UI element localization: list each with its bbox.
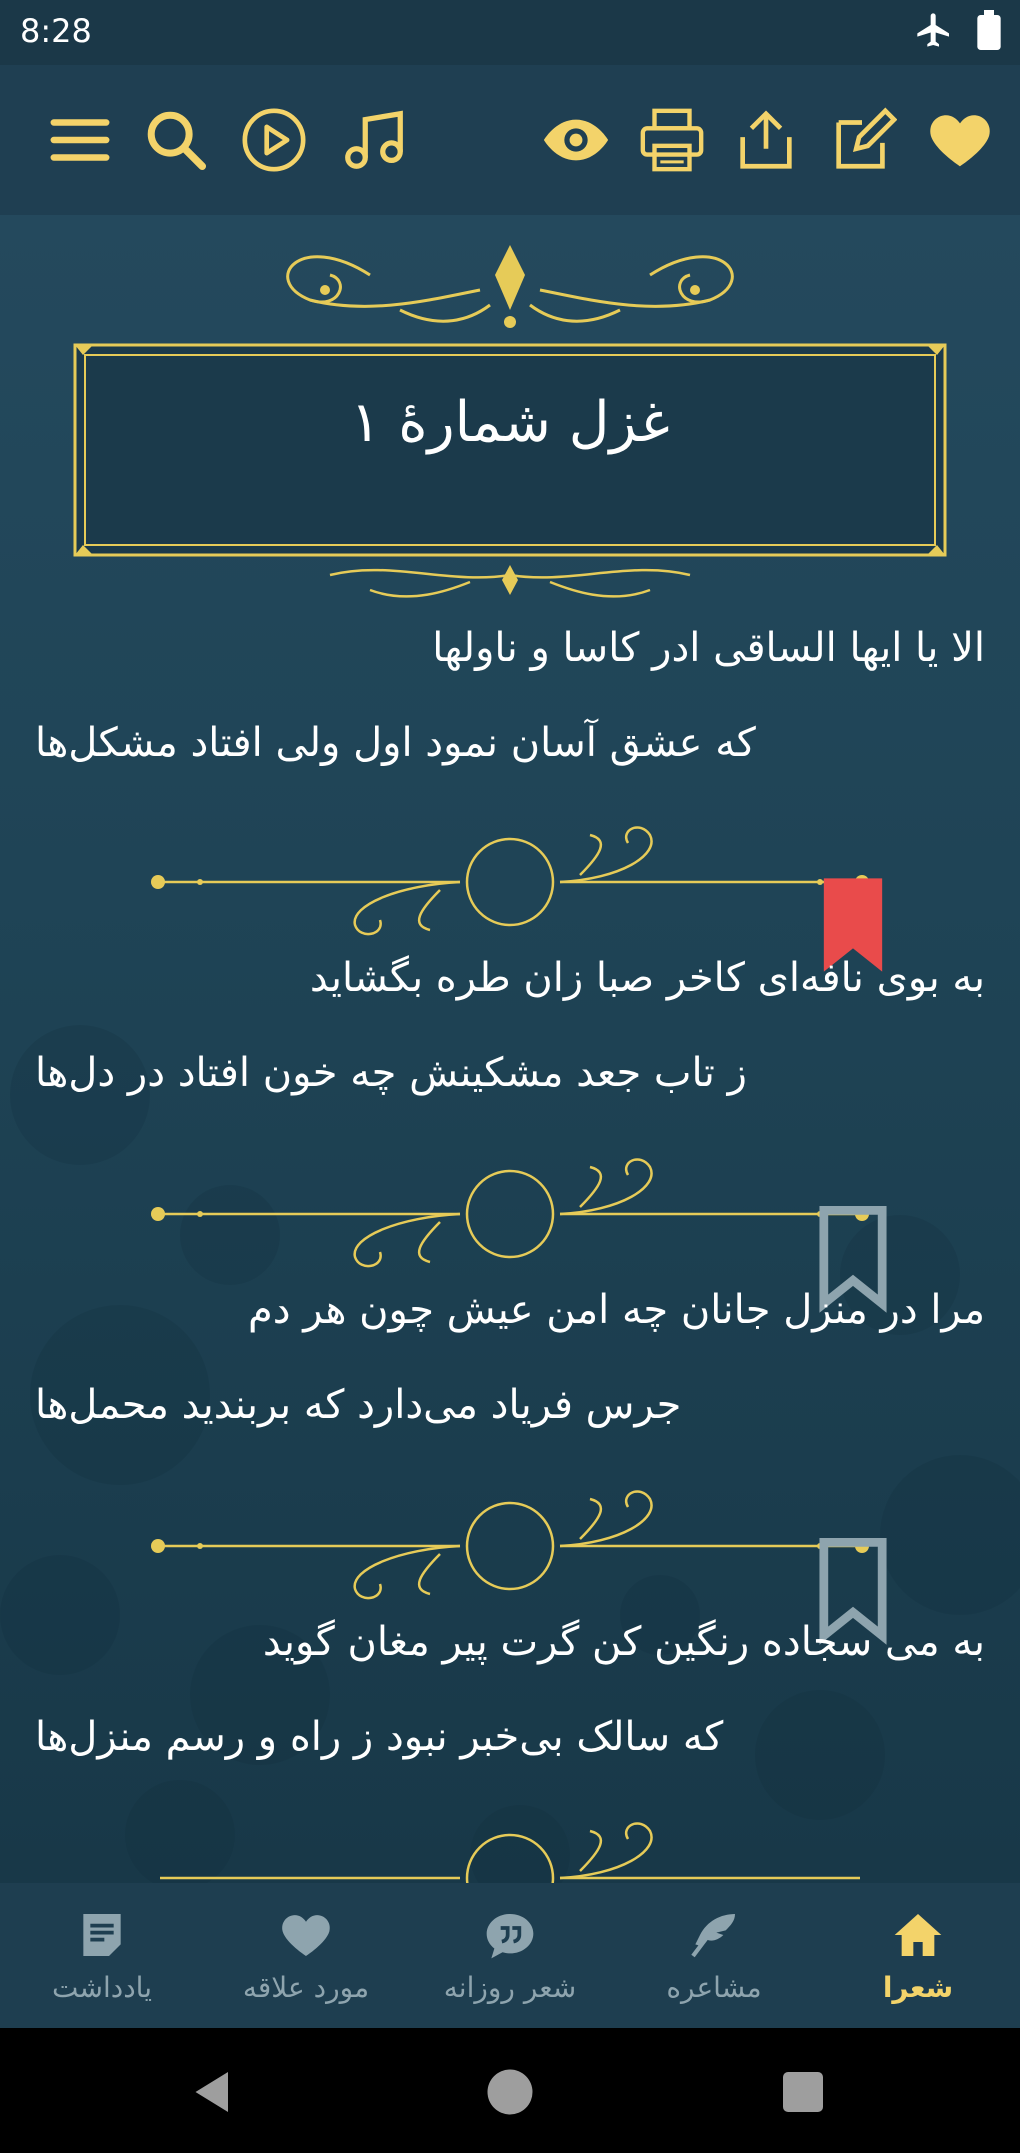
- bookmark-button-2[interactable]: [483, 1187, 537, 1241]
- status-time: 8:28: [20, 12, 92, 50]
- share-button[interactable]: [728, 102, 804, 178]
- search-icon: [141, 105, 211, 175]
- back-triangle-icon: [183, 2062, 243, 2122]
- nav-favorites[interactable]: [204, 1883, 408, 2028]
- nav-favorites-label: مورد علاقه: [242, 1971, 370, 2004]
- toolbar: [0, 65, 1020, 215]
- battery-icon: [976, 10, 1002, 50]
- play-button[interactable]: [236, 102, 312, 178]
- recents-button[interactable]: [773, 2062, 833, 2122]
- feather-icon: [686, 1907, 742, 1963]
- bottom-navigation: [0, 1883, 1020, 2028]
- back-button[interactable]: [183, 2062, 243, 2122]
- nav-daily-poem[interactable]: [408, 1883, 612, 2028]
- home-button[interactable]: [480, 2062, 540, 2122]
- menu-button[interactable]: [42, 102, 118, 178]
- bookmark-button-1[interactable]: [483, 855, 537, 909]
- nav-daily-poem-label: شعر روزانه: [443, 1971, 577, 2004]
- verse-4-first-line[interactable]: به می سجاده رنگین کن گرت پیر مغان گوید: [262, 1619, 985, 1665]
- verse-divider-4: [140, 1811, 880, 1883]
- heart-icon: [925, 105, 995, 175]
- quote-bubble-icon: [482, 1907, 538, 1963]
- print-icon: [637, 105, 707, 175]
- eye-icon: [541, 105, 611, 175]
- verse-4-second-line[interactable]: که سالک بی‌خبر نبود ز راه و رسم منزل‌ها: [35, 1714, 724, 1760]
- verse-divider-2: [140, 1147, 880, 1287]
- view-button[interactable]: [538, 102, 614, 178]
- nav-mushaere-label: مشاعره: [666, 1971, 762, 2004]
- nav-notes[interactable]: [0, 1883, 204, 2028]
- bookmark-button-3[interactable]: [483, 1519, 537, 1573]
- nav-mushaere[interactable]: [612, 1883, 816, 2028]
- note-icon: [74, 1907, 130, 1963]
- system-navigation-bar: [0, 2028, 1020, 2153]
- nav-poets[interactable]: [816, 1883, 1020, 2028]
- music-note-icon: [339, 105, 409, 175]
- menu-icon: [45, 105, 115, 175]
- play-icon: [239, 105, 309, 175]
- share-icon: [731, 105, 801, 175]
- home-circle-icon: [480, 2062, 540, 2122]
- verse-1-first-line[interactable]: الا یا ایها الساقی ادر کاسا و ناولها: [432, 625, 985, 671]
- search-button[interactable]: [138, 102, 214, 178]
- verse-3-first-line[interactable]: مرا در منزل جانان چه امن عیش چون هر دم: [247, 1287, 985, 1333]
- poem-title: غزل شمارهٔ ۱: [350, 390, 670, 455]
- verse-2-second-line[interactable]: ز تاب جعد مشکینش چه خون افتاد در دل‌ها: [35, 1050, 747, 1096]
- status-icons: [914, 10, 1002, 50]
- airplane-icon: [914, 10, 954, 50]
- home-icon: [890, 1907, 946, 1963]
- print-button[interactable]: [634, 102, 710, 178]
- nav-poets-label: شعرا: [882, 1971, 954, 2004]
- nav-notes-label: یادداشت: [52, 1971, 152, 2004]
- edit-button[interactable]: [824, 102, 900, 178]
- verse-divider-1: [140, 815, 880, 955]
- verse-2-first-line[interactable]: به بوی نافه‌ای کاخر صبا زان طره بگشاید: [309, 955, 985, 1001]
- heart-icon: [278, 1907, 334, 1963]
- verse-3-second-line[interactable]: جرس فریاد می‌دارد که بربندید محمل‌ها: [35, 1382, 682, 1428]
- recents-square-icon: [773, 2062, 833, 2122]
- status-bar: [0, 0, 1020, 65]
- favorite-button[interactable]: [922, 102, 998, 178]
- poem-content[interactable]: [0, 215, 1020, 1883]
- verse-1-second-line[interactable]: که عشق آسان نمود اول ولی افتاد مشکل‌ها: [35, 720, 756, 766]
- music-button[interactable]: [336, 102, 412, 178]
- verse-divider-3: [140, 1479, 880, 1619]
- edit-icon: [827, 105, 897, 175]
